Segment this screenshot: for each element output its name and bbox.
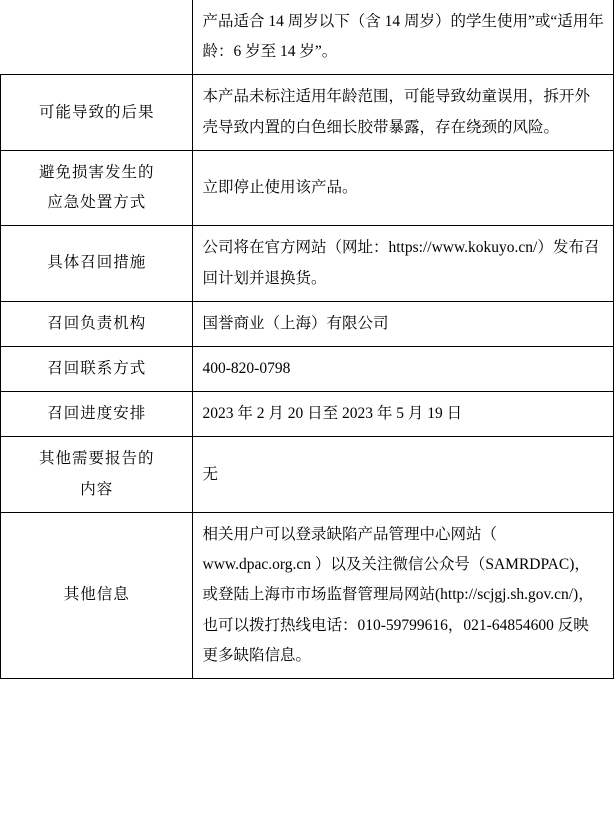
row-value-text: 本产品未标注适用年龄范围，可能导致幼童误用，拆开外壳导致内置的白色细长胶带暴露，存在绕颈的风险。 (202, 88, 591, 136)
row-label-cell (1, 512, 193, 678)
row-value-cell (192, 512, 614, 678)
row-label-text: 具体召回措施 (47, 254, 147, 272)
row-value-text: 产品适合 14 周岁以下（含 14 周岁）的学生使用”或“适用年龄：6 岁至 14 岁”。 (202, 13, 604, 61)
row-label-text: 召回联系方式 (47, 359, 147, 377)
row-label-cell (1, 392, 193, 437)
table-row (1, 437, 614, 512)
table-row (1, 226, 614, 301)
table-row (1, 301, 614, 346)
row-label-cell (1, 437, 193, 512)
table-row (1, 150, 614, 225)
table-row (1, 346, 614, 391)
row-value-cell (192, 346, 614, 391)
row-label-line: 避免损害发生的 (38, 163, 155, 181)
row-value-text: 国誉商业（上海）有限公司 (202, 314, 389, 332)
row-value-text: 公司将在官方网站（网址：https://www.kokuyo.cn/）发布召回计划并退换货。 (202, 239, 600, 287)
row-value-cell (192, 392, 614, 437)
row-label-cell (1, 346, 193, 391)
table-row (1, 512, 614, 678)
row-value-cell (192, 226, 614, 301)
row-label-cell (1, 301, 193, 346)
row-label-text (11, 158, 183, 218)
row-value-cell (192, 0, 614, 75)
row-value-text: 相关用户可以登录缺陷产品管理中心网站（ www.dpac.org.cn ）以及关注微信公众号（SAMRDPAC)，或登陆上海市市场监督管理局网站(http://scjgj.sh.gov.cn/)，也可以拨打热线电话：010-59799616，021-64854600 反映更多缺陷信息。 (202, 525, 594, 664)
row-value-cell (192, 301, 614, 346)
table-row (1, 75, 614, 150)
row-label-text: 其他信息 (63, 586, 130, 604)
row-value-cell (192, 150, 614, 225)
table-row (1, 392, 614, 437)
row-value-cell (192, 437, 614, 512)
row-value-text: 无 (202, 465, 219, 483)
row-value-text: 400-820-0798 (202, 359, 291, 377)
row-value-text: 2023 年 2 月 20 日至 2023 年 5 月 19 日 (202, 405, 463, 423)
table-row (1, 0, 614, 75)
row-label-text: 可能导致的后果 (38, 103, 155, 121)
row-label-line: 内容 (80, 480, 114, 498)
row-label-cell (1, 0, 193, 75)
row-label-cell (1, 226, 193, 301)
row-label-text: 召回进度安排 (47, 405, 147, 423)
row-label-text (11, 444, 183, 504)
row-label-line: 应急处置方式 (47, 194, 147, 212)
row-label-cell (1, 75, 193, 150)
row-label-cell (1, 150, 193, 225)
row-label-text: 召回负责机构 (47, 314, 147, 332)
row-value-text: 立即停止使用该产品。 (202, 178, 358, 196)
row-value-cell (192, 75, 614, 150)
row-label-line: 其他需要报告的 (38, 450, 155, 468)
